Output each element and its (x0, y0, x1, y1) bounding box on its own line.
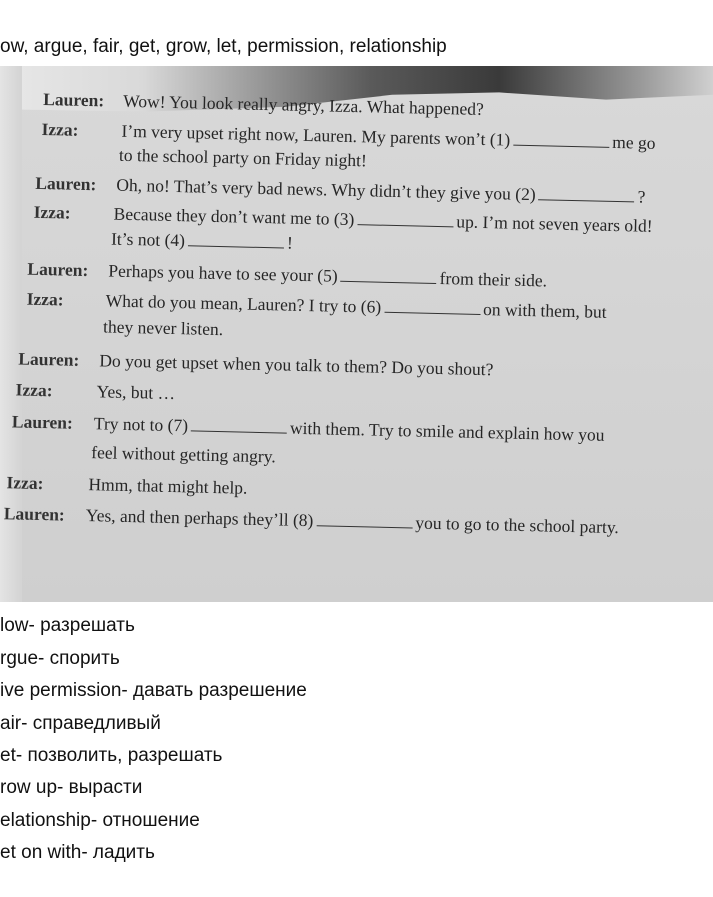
dialogue-line (88, 474, 247, 499)
dialogue-line (103, 316, 223, 340)
answer-blank (357, 212, 453, 227)
word-bank: ow, argue, fair, get, grow, let, permission, relationship (0, 36, 447, 57)
dialogue-text-after: on with them, but (482, 299, 607, 322)
dialogue-text-after: from their side. (439, 268, 548, 291)
dialogue-speaker: Izza: (6, 472, 44, 494)
dialogue-line (96, 381, 175, 404)
dialogue-speaker: Lauren: (27, 258, 89, 281)
dialogue-line (111, 229, 293, 254)
answer-blank (384, 300, 480, 315)
dialogue-speaker: Lauren: (43, 88, 105, 111)
dialogue-text: Wow! You look really angry, Izza. What happened? (123, 90, 485, 119)
dialogue-speaker: Lauren: (35, 172, 97, 195)
dialogue-text: It’s not (4) (110, 228, 186, 251)
vocabulary-item: low- разрешать (0, 615, 135, 636)
vocabulary-item: ive permission- давать разрешение (0, 680, 307, 701)
dialogue-speaker: Lauren: (3, 503, 66, 525)
dialogue-text: Because they don’t want me to (3) (113, 203, 355, 230)
dialogue-speaker: Lauren: (11, 411, 74, 433)
dialogue-speaker: Izza: (26, 288, 64, 310)
dialogue-text: to the school party on Friday night! (118, 144, 368, 171)
dialogue-line (123, 91, 484, 120)
dialogue-text: Oh, no! That’s very bad news. Why didn’t they give you (2) (116, 174, 536, 205)
answer-blank (513, 133, 609, 148)
dialogue-text: Yes, but … (96, 381, 176, 404)
answer-blank (188, 233, 284, 248)
dialogue-speaker: Izza: (15, 379, 53, 401)
dialogue-text-after: ! (286, 232, 294, 253)
vocabulary-item: elationship- отношение (0, 810, 200, 831)
vocabulary-item: et- позволить, разрешать (0, 745, 223, 766)
answer-blank (539, 187, 635, 202)
dialogue-text-after: you to go to the school party. (415, 512, 620, 538)
dialogue (0, 66, 713, 602)
dialogue-line (91, 442, 276, 467)
answer-blank (341, 269, 437, 284)
dialogue-speaker: Izza: (41, 118, 79, 140)
dialogue-text: Yes, and then perhaps they’ll (8) (85, 505, 314, 531)
dialogue-text: Try not to (7) (93, 413, 189, 436)
dialogue-text-after: with them. Try to smile and explain how you (289, 417, 605, 445)
dialogue-line (116, 175, 646, 208)
dialogue-speaker: Lauren: (18, 348, 80, 370)
dialogue-text: I’m very upset right now, Lauren. My parents won’t (1) (121, 120, 511, 150)
vocabulary-item: air- справедливый (0, 713, 161, 734)
dialogue-line (119, 145, 367, 172)
dialogue-text: feel without getting angry. (91, 442, 276, 467)
answer-blank (191, 418, 287, 433)
dialogue-line (86, 505, 619, 538)
dialogue-text-after: ? (637, 186, 646, 207)
dialogue-text: Hmm, that might help. (88, 474, 248, 498)
dialogue-text-after: me go (612, 131, 656, 153)
dialogue-text: Do you get upset when you talk to them? Do you shout? (99, 350, 494, 380)
dialogue-line (108, 261, 547, 292)
dialogue-line (94, 413, 605, 446)
dialogue-text: What do you mean, Lauren? I try to (6) (105, 290, 382, 317)
dialogue-text: Perhaps you have to see your (5) (108, 260, 338, 286)
dialogue-line (99, 350, 494, 380)
dialogue-speaker: Izza: (33, 201, 71, 223)
vocabulary-item: row up- вырасти (0, 777, 143, 798)
vocabulary-item: et on with- ладить (0, 842, 155, 863)
dialogue-text-after: up. I’m not seven years old! (456, 211, 653, 236)
dialogue-text: they never listen. (102, 316, 224, 340)
textbook-photo (0, 66, 713, 602)
answer-blank (316, 513, 412, 528)
vocabulary-item: rgue- спорить (0, 648, 120, 669)
